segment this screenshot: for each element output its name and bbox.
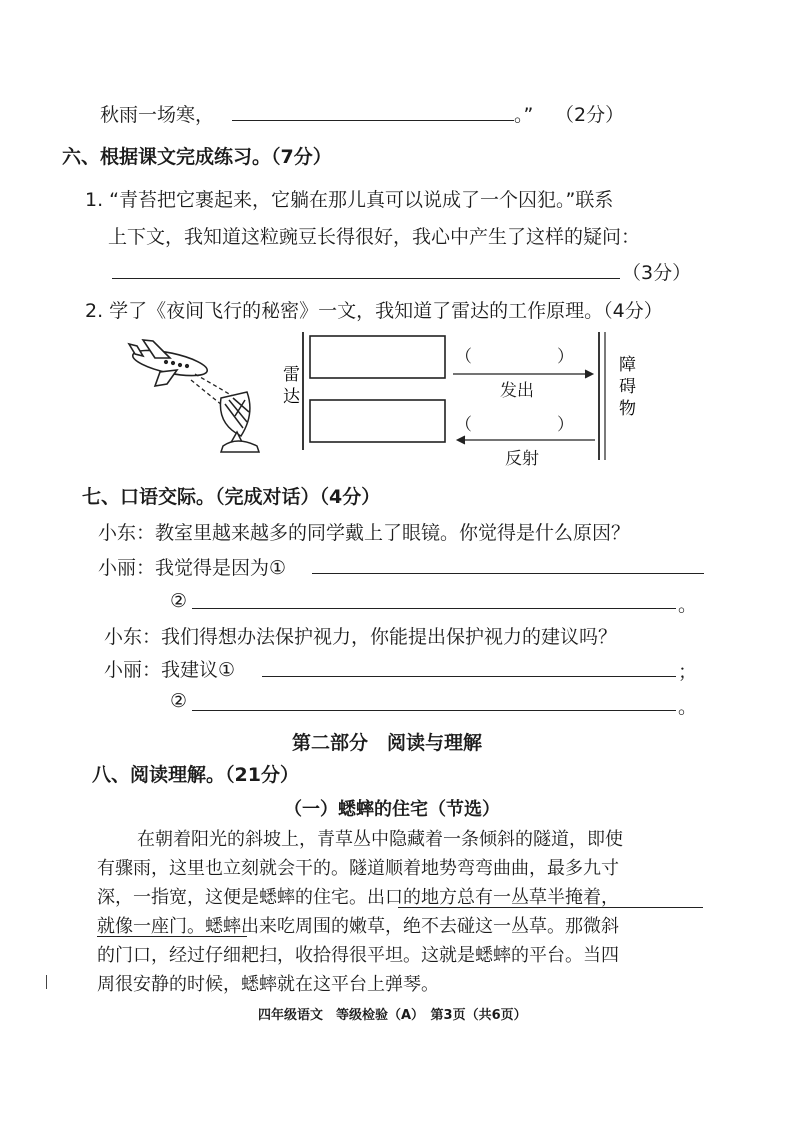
handwritten-underline [97, 936, 247, 937]
dialog-line-5: 小丽：我建议① [104, 659, 236, 681]
obstacle-label-char-3: 物 [619, 399, 636, 419]
suggestion-2-blank[interactable] [192, 710, 676, 711]
passage-line-6: 周很安静的时候，蟋蟀就在这平台上弹琴。 [97, 974, 439, 995]
dialog-line-4: 小东：我们得想办法保护视力，你能提出保护视力的建议吗？ [104, 626, 618, 648]
q1-line2: 上下文，我知道这粒豌豆长得很好，我心中产生了这样的疑问： [108, 226, 641, 248]
passage-title: （一）蟋蟀的住宅（节选） [284, 799, 500, 820]
radar-dish-icon [220, 392, 259, 452]
dialog-line-3: ② [170, 590, 188, 612]
reason-1-blank[interactable] [312, 573, 704, 574]
passage-line-2: 有骤雨，这里也立刻就会干的。隧道顺着地势弯弯曲曲，最多九寸 [97, 858, 619, 879]
reason-2-period: 。 [678, 594, 698, 616]
section5-lead: 秋雨一场寒， [100, 104, 215, 126]
q1-line1: 1. “青苔把它裹起来，它躺在那儿真可以说成了一个囚犯。”联系 [85, 189, 614, 211]
dialog-line-2: 小丽：我觉得是因为① [98, 557, 287, 579]
obstacle-label-char-2: 碍 [619, 377, 636, 397]
radar-diagram [125, 328, 685, 468]
answer-blank[interactable] [232, 120, 514, 121]
suggestion-1-blank[interactable] [262, 676, 676, 677]
radar-label-char-2: 达 [283, 387, 300, 407]
section5-score: （2分） [555, 104, 625, 126]
part2-title: 第二部分 阅读与理解 [292, 732, 483, 754]
margin-mark [46, 975, 48, 989]
q1-answer-blank[interactable] [112, 278, 620, 279]
radar-label-char-1: 雷 [283, 365, 300, 385]
arrow-bottom-label: 反射 [505, 449, 539, 469]
passage-line-1: 在朝着阳光的斜坡上，青草丛中隐藏着一条倾斜的隧道，即使 [137, 829, 623, 850]
handwritten-underline [398, 907, 703, 908]
section7-title: 七、口语交际。（完成对话）（4分） [82, 486, 381, 508]
q1-score: （3分） [622, 262, 692, 284]
arrow-top-label: 发出 [500, 381, 534, 401]
airplane-icon [129, 340, 209, 386]
diagram-box-bottom[interactable] [310, 400, 445, 442]
passage-line-5: 的门口，经过仔细耙扫，收拾得很平坦。这就是蟋蟀的平台。当四 [97, 945, 619, 966]
passage-line-3: 深，一指宽，这便是蟋蟀的住宅。出口的地方总有一丛草半掩着， [97, 887, 619, 908]
suggestion-1-semicolon: ； [678, 661, 698, 683]
dialog-line-6: ② [170, 690, 188, 712]
section8-title: 八、阅读理解。（21分） [92, 764, 299, 786]
paren-top[interactable]: （ ） [455, 347, 574, 367]
section5-quote-end: 。” [514, 104, 534, 126]
passage-line-4: 就像一座门。蟋蟀出来吃周围的嫩草，绝不去碰这一丛草。那微斜 [97, 916, 619, 937]
q2-line1: 2. 学了《夜间飞行的秘密》一文，我知道了雷达的工作原理。（4分） [85, 300, 663, 322]
paren-bottom[interactable]: （ ） [455, 415, 574, 435]
suggestion-2-period: 。 [678, 696, 698, 718]
page-footer: 四年级语文 等级检验（A） 第3页（共6页） [258, 1008, 527, 1023]
section6-title: 六、根据课文完成练习。（7分） [62, 146, 332, 168]
diagram-box-top[interactable] [310, 336, 445, 378]
obstacle-label-char-1: 障 [619, 355, 636, 375]
reason-2-blank[interactable] [192, 608, 676, 609]
dialog-line-1: 小东：教室里越来越多的同学戴上了眼镜。你觉得是什么原因？ [98, 522, 631, 544]
